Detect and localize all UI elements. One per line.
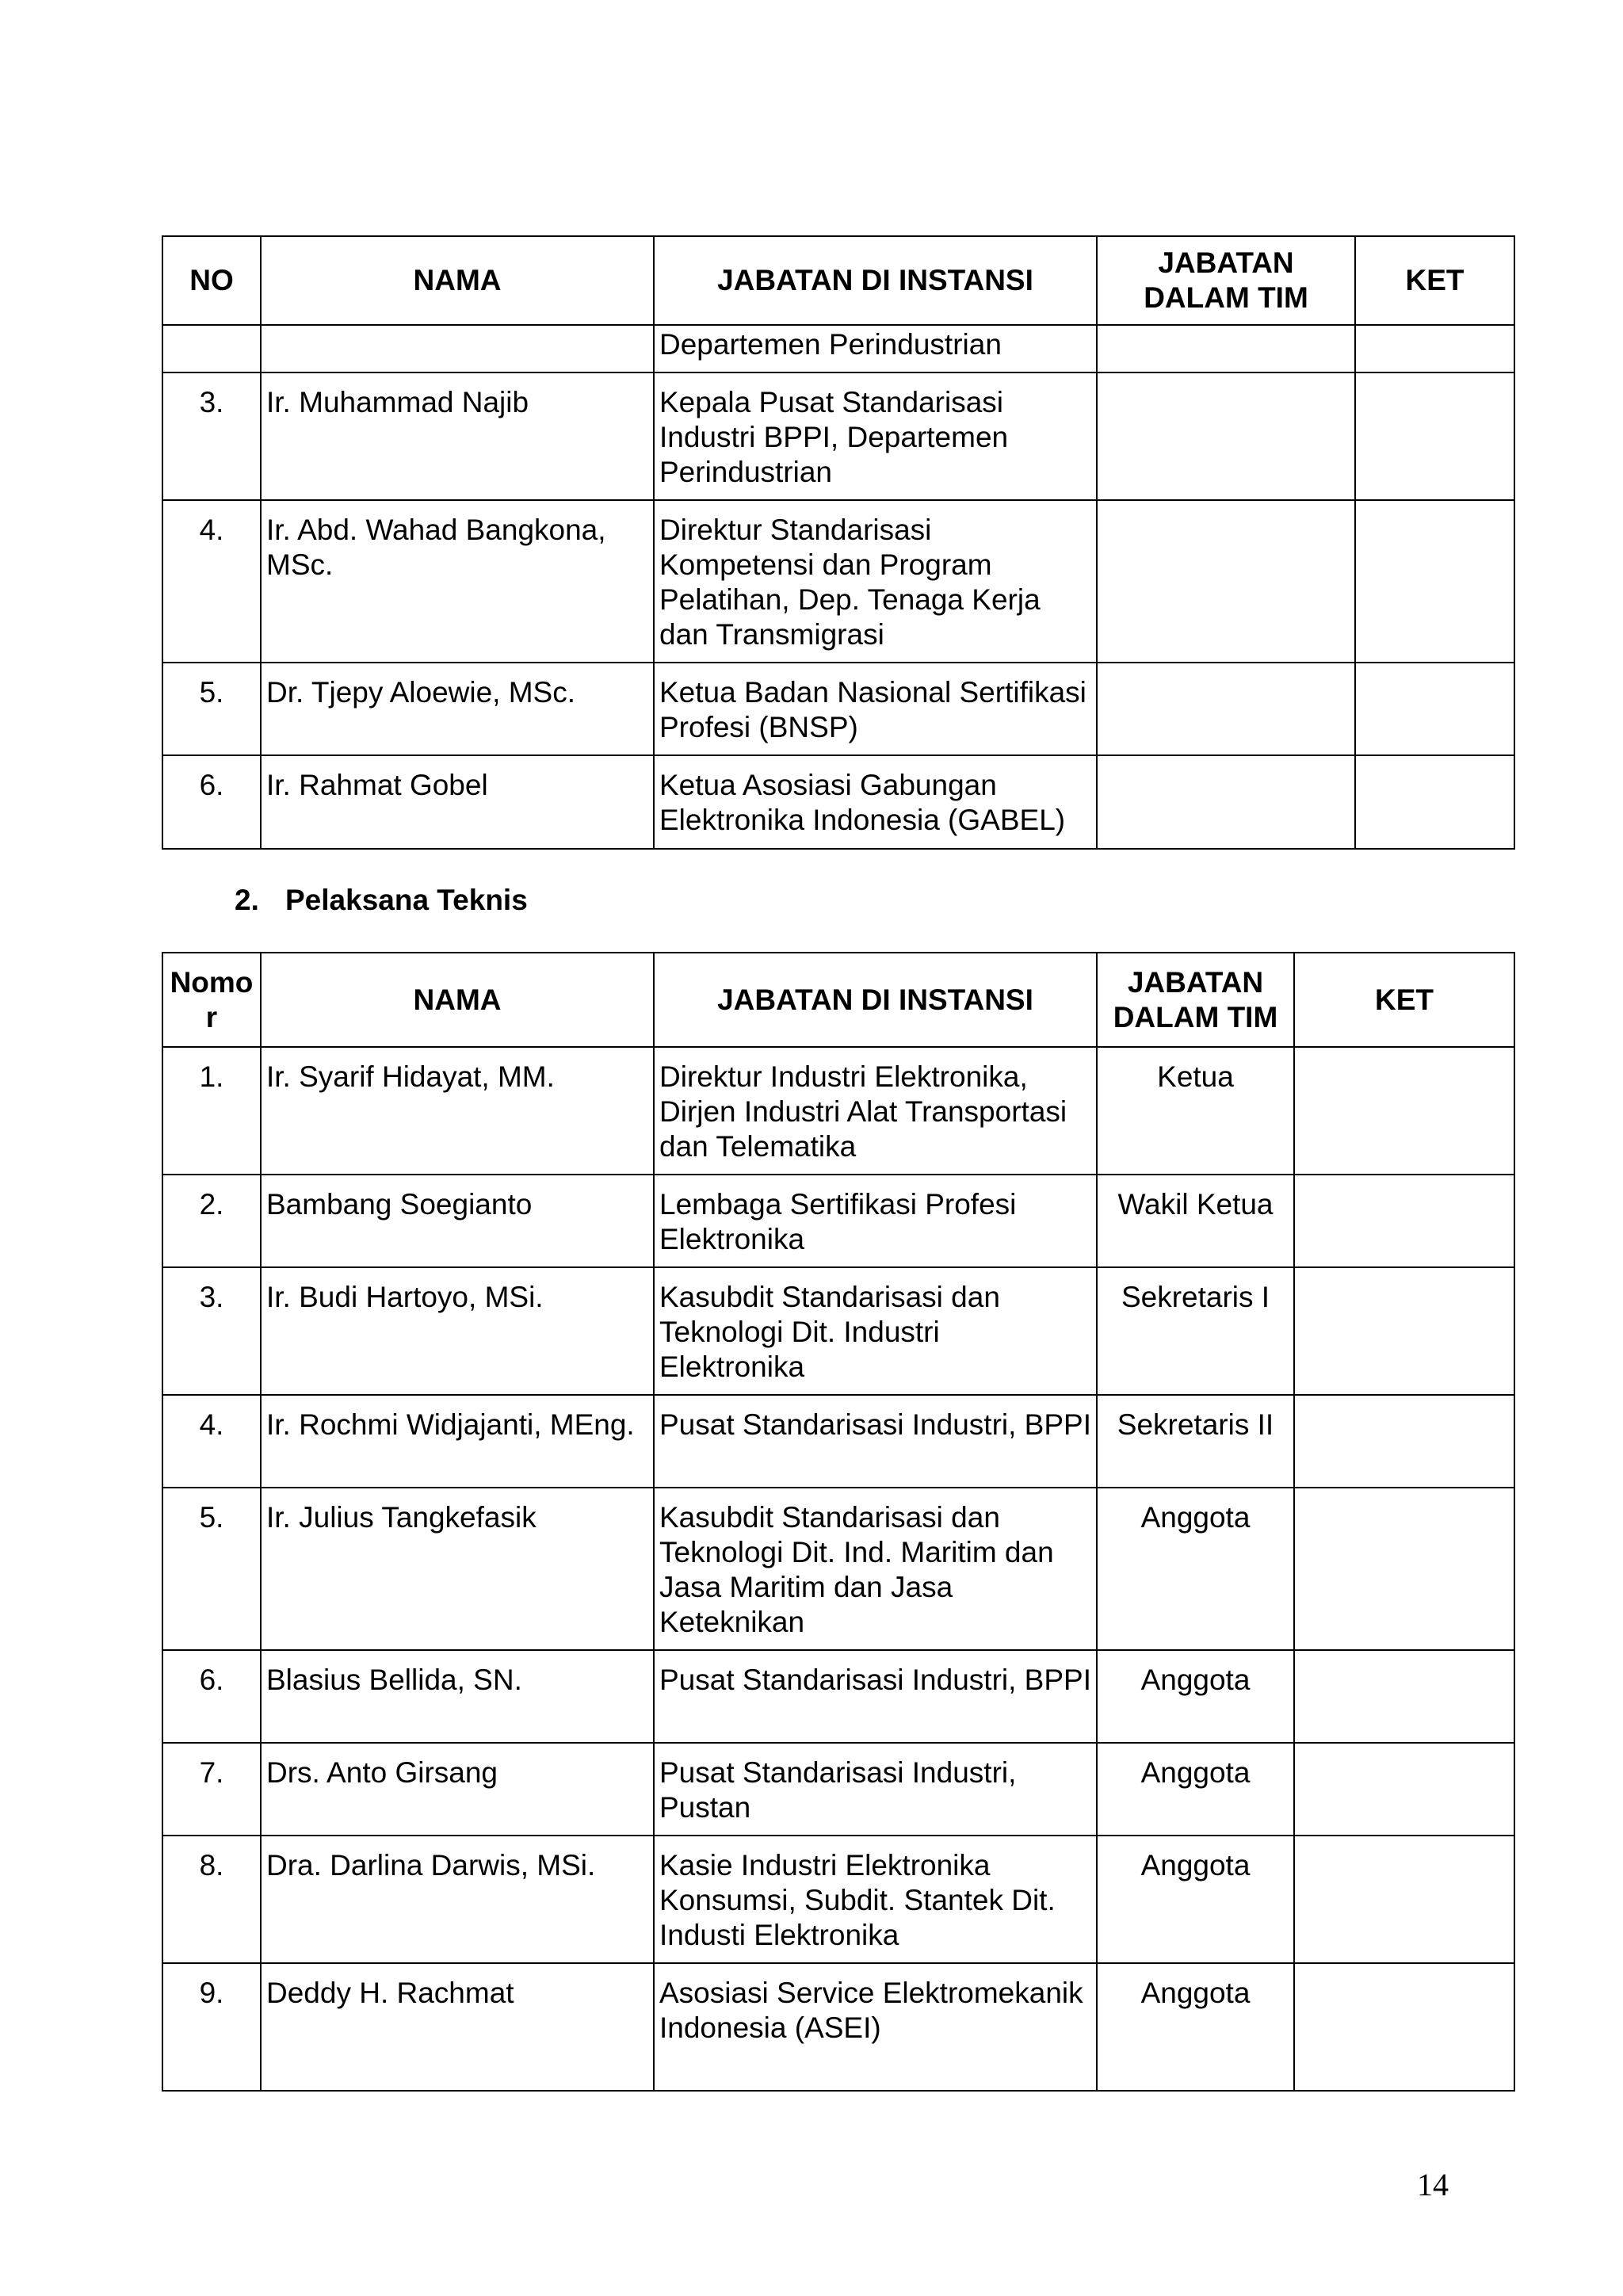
- cell-no: 4.: [162, 500, 261, 663]
- cell-tim: Anggota: [1097, 1743, 1294, 1836]
- section-number: 2.: [235, 884, 259, 916]
- header-ket: KET: [1294, 953, 1514, 1047]
- table-row-continuation: [162, 325, 1514, 372]
- section-heading: [235, 883, 528, 918]
- table-pelaksana-teknis: [162, 952, 1515, 2092]
- header-nama: NAMA: [261, 236, 654, 325]
- cell-no: [162, 325, 261, 372]
- cell-jabatan: Asosiasi Service Elektromekanik Indonesia (ASEI): [654, 1963, 1097, 2091]
- cell-no: 1.: [162, 1047, 261, 1175]
- section-title: Pelaksana Teknis: [285, 884, 528, 916]
- cell-jabatan: Kasie Industri Elektronika Konsumsi, Subdit. Stantek Dit. Industi Elektronika: [654, 1836, 1097, 1963]
- cell-tim: Anggota: [1097, 1836, 1294, 1963]
- cell-no: 6.: [162, 1650, 261, 1743]
- cell-tim: Wakil Ketua: [1097, 1175, 1294, 1267]
- cell-ket: [1355, 663, 1514, 755]
- cell-ket: [1294, 1047, 1514, 1175]
- cell-no: 5.: [162, 1488, 261, 1650]
- header-ket: KET: [1355, 236, 1514, 325]
- header-jabatan-tim: JABATAN DALAM TIM: [1097, 953, 1294, 1047]
- cell-nama: Ir. Budi Hartoyo, MSi.: [261, 1267, 654, 1395]
- cell-ket: [1355, 755, 1514, 849]
- cell-tim: Anggota: [1097, 1488, 1294, 1650]
- cell-no: 5.: [162, 663, 261, 755]
- cell-no: 4.: [162, 1395, 261, 1488]
- cell-ket: [1294, 1743, 1514, 1836]
- cell-jabatan: Lembaga Sertifikasi Profesi Elektronika: [654, 1175, 1097, 1267]
- cell-tim: [1097, 500, 1355, 663]
- cell-no: 8.: [162, 1836, 261, 1963]
- cell-ket: [1294, 1395, 1514, 1488]
- cell-ket: [1294, 1963, 1514, 2091]
- table-row: [162, 1743, 1514, 1836]
- cell-jabatan: Direktur Standarisasi Kompetensi dan Program Pelatihan, Dep. Tenaga Kerja dan Transmigrasi: [654, 500, 1097, 663]
- table-row: [162, 1650, 1514, 1743]
- cell-no: 2.: [162, 1175, 261, 1267]
- table-row: [162, 1836, 1514, 1963]
- cell-tim: Sekretaris II: [1097, 1395, 1294, 1488]
- table-row: [162, 1175, 1514, 1267]
- cell-tim: [1097, 372, 1355, 500]
- cell-ket: [1294, 1488, 1514, 1650]
- cell-ket: [1294, 1650, 1514, 1743]
- cell-tim: Anggota: [1097, 1650, 1294, 1743]
- cell-tim: [1097, 325, 1355, 372]
- cell-jabatan: Kasubdit Standarisasi dan Teknologi Dit. Industri Elektronika: [654, 1267, 1097, 1395]
- table-tim-pengarah: [162, 235, 1515, 850]
- table-row: [162, 1047, 1514, 1175]
- cell-jabatan: Pusat Standarisasi Industri, BPPI: [654, 1395, 1097, 1488]
- cell-nama: Blasius Bellida, SN.: [261, 1650, 654, 1743]
- cell-jabatan: Ketua Badan Nasional Sertifikasi Profesi (BNSP): [654, 663, 1097, 755]
- cell-tim: Ketua: [1097, 1047, 1294, 1175]
- cell-jabatan: Kepala Pusat Standarisasi Industri BPPI, Departemen Perindustrian: [654, 372, 1097, 500]
- table-row: [162, 1488, 1514, 1650]
- table-row: [162, 663, 1514, 755]
- table-row: [162, 500, 1514, 663]
- cell-jabatan: Pusat Standarisasi Industri, Pustan: [654, 1743, 1097, 1836]
- cell-no: 9.: [162, 1963, 261, 2091]
- cell-nama: Ir. Abd. Wahad Bangkona, MSc.: [261, 500, 654, 663]
- table-row: [162, 1963, 1514, 2091]
- cell-ket: [1355, 500, 1514, 663]
- cell-no: 6.: [162, 755, 261, 849]
- table-header-row: [162, 236, 1514, 325]
- cell-ket: [1294, 1836, 1514, 1963]
- cell-jabatan: Pusat Standarisasi Industri, BPPI: [654, 1650, 1097, 1743]
- header-no: Nomor: [162, 953, 261, 1047]
- cell-tim: Sekretaris I: [1097, 1267, 1294, 1395]
- cell-nama: Ir. Syarif Hidayat, MM.: [261, 1047, 654, 1175]
- header-jabatan-instansi: JABATAN DI INSTANSI: [654, 236, 1097, 325]
- cell-jabatan: Departemen Perindustrian: [654, 325, 1097, 372]
- cell-nama: Dra. Darlina Darwis, MSi.: [261, 1836, 654, 1963]
- table-row: [162, 755, 1514, 849]
- header-jabatan-instansi: JABATAN DI INSTANSI: [654, 953, 1097, 1047]
- table-row: [162, 372, 1514, 500]
- cell-nama: Drs. Anto Girsang: [261, 1743, 654, 1836]
- table-row: [162, 1395, 1514, 1488]
- cell-no: 3.: [162, 1267, 261, 1395]
- cell-tim: Anggota: [1097, 1963, 1294, 2091]
- cell-nama: Ir. Rahmat Gobel: [261, 755, 654, 849]
- cell-ket: [1294, 1267, 1514, 1395]
- cell-ket: [1294, 1175, 1514, 1267]
- header-nama: NAMA: [261, 953, 654, 1047]
- cell-nama: Ir. Muhammad Najib: [261, 372, 654, 500]
- header-no: NO: [162, 236, 261, 325]
- cell-ket: [1355, 325, 1514, 372]
- header-jabatan-tim: JABATAN DALAM TIM: [1097, 236, 1355, 325]
- cell-no: 3.: [162, 372, 261, 500]
- cell-nama: Dr. Tjepy Aloewie, MSc.: [261, 663, 654, 755]
- cell-nama: Ir. Rochmi Widjajanti, MEng.: [261, 1395, 654, 1488]
- table-row: [162, 1267, 1514, 1395]
- cell-jabatan: Direktur Industri Elektronika, Dirjen Industri Alat Transportasi dan Telematika: [654, 1047, 1097, 1175]
- cell-nama: Bambang Soegianto: [261, 1175, 654, 1267]
- cell-jabatan: Kasubdit Standarisasi dan Teknologi Dit. Ind. Maritim dan Jasa Maritim dan Jasa Keteknikan: [654, 1488, 1097, 1650]
- table-header-row: [162, 953, 1514, 1047]
- cell-jabatan: Ketua Asosiasi Gabungan Elektronika Indonesia (GABEL): [654, 755, 1097, 849]
- page-number: 14: [1417, 2167, 1449, 2202]
- cell-nama: Ir. Julius Tangkefasik: [261, 1488, 654, 1650]
- cell-no: 7.: [162, 1743, 261, 1836]
- cell-nama: [261, 325, 654, 372]
- cell-tim: [1097, 663, 1355, 755]
- cell-nama: Deddy H. Rachmat: [261, 1963, 654, 2091]
- cell-ket: [1355, 372, 1514, 500]
- cell-tim: [1097, 755, 1355, 849]
